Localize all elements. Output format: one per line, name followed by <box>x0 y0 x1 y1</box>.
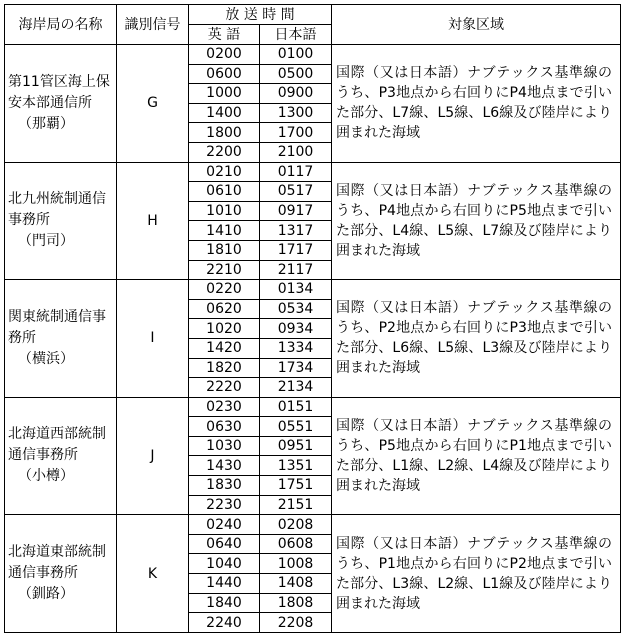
time-japanese: 1300 <box>260 103 332 123</box>
time-english: 0610 <box>189 182 260 202</box>
time-japanese: 0917 <box>260 201 332 221</box>
time-english: 0620 <box>189 299 260 319</box>
time-japanese: 2100 <box>260 142 332 162</box>
time-english: 2220 <box>189 378 260 398</box>
time-english: 2240 <box>189 613 260 633</box>
time-english: 0230 <box>189 397 260 417</box>
time-japanese: 0951 <box>260 436 332 456</box>
time-japanese: 0934 <box>260 319 332 339</box>
station-location: （小樽） <box>18 468 74 485</box>
station-name-cell <box>5 397 117 515</box>
id-signal: J <box>117 397 189 515</box>
time-english: 1030 <box>189 436 260 456</box>
time-english: 1830 <box>189 476 260 496</box>
header-broadcast-time: 放 送 時 間 <box>189 5 332 25</box>
time-japanese: 1734 <box>260 358 332 378</box>
time-japanese: 1008 <box>260 554 332 574</box>
time-english: 0600 <box>189 64 260 84</box>
station-location: （釧路） <box>18 586 74 603</box>
table-row <box>5 280 621 300</box>
time-english: 1000 <box>189 84 260 104</box>
header-row <box>5 5 621 25</box>
id-signal: I <box>117 280 189 398</box>
header-english: 英 語 <box>189 25 260 45</box>
target-area: 国際（又は日本語）ナブテックス基準線のうち、P3地点から右回りにP4地点まで引いた部分、L7線、L5線、L6線及び陸岸により囲まれた海域 <box>332 45 621 163</box>
time-english: 0220 <box>189 280 260 300</box>
time-english: 1040 <box>189 554 260 574</box>
time-japanese: 1351 <box>260 456 332 476</box>
header-target-area: 対象区域 <box>332 5 621 45</box>
time-japanese: 0517 <box>260 182 332 202</box>
station-location: （横浜） <box>18 350 74 367</box>
time-english: 1810 <box>189 240 260 260</box>
time-japanese: 1808 <box>260 593 332 613</box>
time-english: 2230 <box>189 495 260 515</box>
station-name-cell <box>5 515 117 633</box>
station-name-cell <box>5 162 117 280</box>
station-name-cell <box>5 45 117 163</box>
station-name: 北海道西部統制通信事務所 <box>8 426 106 464</box>
target-area: 国際（又は日本語）ナブテックス基準線のうち、P4地点から右回りにP5地点まで引いた部分、L4線、L5線、L7線及び陸岸により囲まれた海域 <box>332 162 621 280</box>
header-japanese: 日本語 <box>260 25 332 45</box>
station-name: 第11管区海上保安本部通信所 <box>8 73 110 111</box>
time-japanese: 0551 <box>260 417 332 437</box>
time-japanese: 2151 <box>260 495 332 515</box>
time-japanese: 1751 <box>260 476 332 496</box>
table-row <box>5 397 621 417</box>
time-japanese: 2134 <box>260 378 332 398</box>
time-english: 2210 <box>189 260 260 280</box>
time-english: 1410 <box>189 221 260 241</box>
time-english: 2200 <box>189 142 260 162</box>
table-row <box>5 515 621 535</box>
time-japanese: 0500 <box>260 64 332 84</box>
time-english: 1420 <box>189 338 260 358</box>
time-english: 1400 <box>189 103 260 123</box>
time-japanese: 0208 <box>260 515 332 535</box>
time-english: 0640 <box>189 534 260 554</box>
time-japanese: 0608 <box>260 534 332 554</box>
time-japanese: 0900 <box>260 84 332 104</box>
time-english: 0210 <box>189 162 260 182</box>
navtex-schedule-table <box>4 4 621 633</box>
time-english: 1430 <box>189 456 260 476</box>
time-japanese: 0151 <box>260 397 332 417</box>
station-location: （那覇） <box>18 115 74 132</box>
table-body <box>5 45 621 633</box>
time-japanese: 1317 <box>260 221 332 241</box>
target-area: 国際（又は日本語）ナブテックス基準線のうち、P2地点から右回りにP3地点まで引いた部分、L6線、L5線、L3線及び陸岸により囲まれた海域 <box>332 280 621 398</box>
id-signal: H <box>117 162 189 280</box>
time-english: 0240 <box>189 515 260 535</box>
station-name: 北海道東部統制通信事務所 <box>8 544 106 582</box>
time-japanese: 1334 <box>260 338 332 358</box>
time-japanese: 1700 <box>260 123 332 143</box>
table-row <box>5 45 621 65</box>
header-id-signal: 識別信号 <box>117 5 189 45</box>
station-name: 関東統制通信事務所 <box>8 308 106 346</box>
header-station-name: 海岸局の名称 <box>5 5 117 45</box>
time-english: 1010 <box>189 201 260 221</box>
target-area: 国際（又は日本語）ナブテックス基準線のうち、P1地点から右回りにP2地点まで引いた部分、L3線、L2線、L1線及び陸岸により囲まれた海域 <box>332 515 621 633</box>
time-english: 1820 <box>189 358 260 378</box>
time-japanese: 1717 <box>260 240 332 260</box>
time-english: 0630 <box>189 417 260 437</box>
time-english: 1840 <box>189 593 260 613</box>
time-japanese: 2117 <box>260 260 332 280</box>
id-signal: G <box>117 45 189 163</box>
time-japanese: 0100 <box>260 45 332 65</box>
time-japanese: 2208 <box>260 613 332 633</box>
time-japanese: 0534 <box>260 299 332 319</box>
table-header <box>5 5 621 45</box>
time-japanese: 0134 <box>260 280 332 300</box>
table-row <box>5 162 621 182</box>
time-english: 1800 <box>189 123 260 143</box>
station-name-cell <box>5 280 117 398</box>
time-english: 0200 <box>189 45 260 65</box>
time-english: 1020 <box>189 319 260 339</box>
time-english: 1440 <box>189 574 260 594</box>
station-location: （門司） <box>18 233 74 250</box>
station-name: 北九州統制通信事務所 <box>8 191 106 229</box>
time-japanese: 0117 <box>260 162 332 182</box>
target-area: 国際（又は日本語）ナブテックス基準線のうち、P5地点から右回りにP1地点まで引いた部分、L1線、L2線、L4線及び陸岸により囲まれた海域 <box>332 397 621 515</box>
id-signal: K <box>117 515 189 633</box>
time-japanese: 1408 <box>260 574 332 594</box>
